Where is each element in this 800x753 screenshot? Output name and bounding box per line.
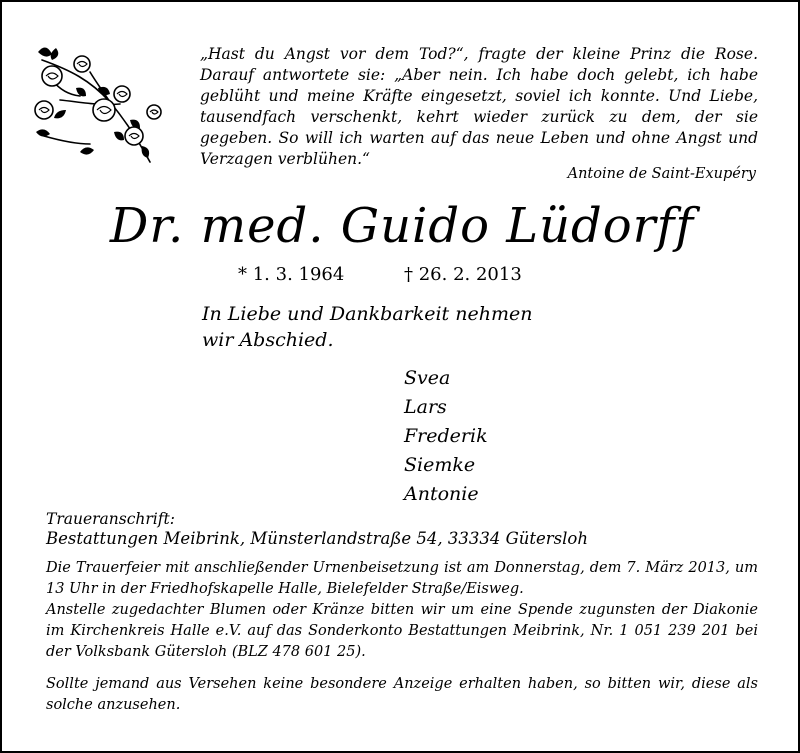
farewell-line-1: In Liebe und Dankbarkeit nehmen xyxy=(202,303,533,325)
family-member: Siemke xyxy=(404,454,476,476)
farewell-text xyxy=(202,301,622,353)
mourning-address: Bestattungen Meibrink, Münsterlandstraße 54, 33334 Gütersloh xyxy=(46,529,588,548)
family-member: Antonie xyxy=(404,483,479,505)
quote-author: Antoine de Saint-Exupéry xyxy=(567,166,756,182)
notice-paragraph: Sollte jemand aus Versehen keine besondere Anzeige erhalten haben, so bitten wir, diese als solche anzusehen. xyxy=(46,676,758,713)
ceremony-paragraph: Die Trauerfeier mit anschließender Urnenbeisetzung ist am Donnerstag, dem 7. März 2013, um 13 Uhr in der Friedhofskapelle Halle, Bielefelder Straße/Eisweg. xyxy=(46,560,758,597)
roses-icon xyxy=(30,40,170,170)
quote-text: „Hast du Angst vor dem Tod?“, fragte der kleine Prinz die Rose. Darauf antwortete sie: „Aber nein. Ich habe doch gelebt, ich habe geblüht und meine Kräfte eingesetzt, soviel ich konnte. Und Liebe, tausendfach verschenkt, kehrt wieder zurück zu dem, der sie gegeben. So will ich warten auf das neue Leben und ohne Angst und Verzagen verblühen.“ xyxy=(200,45,758,168)
family-member: Svea xyxy=(404,367,451,389)
family-member: Lars xyxy=(404,396,447,418)
donation-paragraph: Anstelle zugedachter Blumen oder Kränze bitten wir um eine Spende zugunsten der Diakonie im Kirchenkreis Halle e.V. auf das Sonderkonto Bestattungen Meibrink, Nr. 1 051 239 201 bei der Volksbank Gütersloh (BLZ 478 601 25). xyxy=(46,602,758,660)
address-label: Traueranschrift: xyxy=(46,510,175,528)
family-member: Frederik xyxy=(404,425,488,447)
deceased-name: Dr. med. Guido Lüdorff xyxy=(109,198,695,254)
birth-date: * 1. 3. 1964 xyxy=(238,264,345,285)
farewell-line-2: wir Abschied. xyxy=(202,329,334,351)
death-date: † 26. 2. 2013 xyxy=(404,264,522,285)
family-list xyxy=(404,364,488,509)
